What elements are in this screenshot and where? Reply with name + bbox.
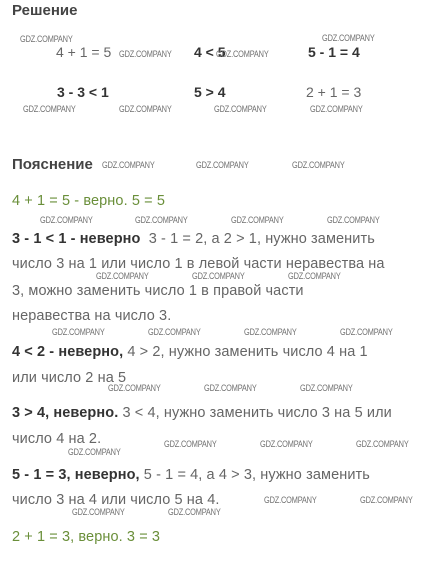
explanation-line-2 [12,231,375,247]
watermark: GDZ.COMPANY [327,215,380,225]
explanation-line-4-text: 3, можно заменить число 1 в правой части [12,283,304,299]
explanation-line-12-text: 2 + 1 = 3, верно. 3 = 3 [12,529,161,545]
equation-2: 4 < 5 [194,44,226,60]
explanation-line-8-text: 3 < 4, нужно заменить число 3 на 5 или [118,405,392,421]
explanation-line-6-bold: 4 < 2 - неверно, [12,344,124,360]
explanation-line-10 [12,467,370,483]
watermark: GDZ.COMPANY [310,104,363,114]
explanation-line-2-bold: 3 - 1 < 1 - неверно [12,231,141,247]
equation-1: 4 + 1 = 5 [56,44,112,60]
watermark: GDZ.COMPANY [40,215,93,225]
watermark: GDZ.COMPANY [23,104,76,114]
explanation-line-6 [12,344,368,360]
watermark: GDZ.COMPANY [148,327,201,337]
watermark: GDZ.COMPANY [216,49,269,59]
watermark: GDZ.COMPANY [360,495,413,505]
watermark: GDZ.COMPANY [108,383,161,393]
explanation-line-9 [12,431,101,447]
watermark: GDZ.COMPANY [72,507,125,517]
watermark: GDZ.COMPANY [119,49,172,59]
explanation-line-10-text: 5 - 1 = 4, а 4 > 3, нужно заменить [139,467,370,483]
watermark: GDZ.COMPANY [292,160,345,170]
watermark: GDZ.COMPANY [214,104,267,114]
explanation-line-2-text: 3 - 1 = 2, а 2 > 1, нужно заменить [140,231,375,247]
equation-6: 2 + 1 = 3 [306,84,362,100]
watermark: GDZ.COMPANY [356,439,409,449]
watermark: GDZ.COMPANY [164,439,217,449]
watermark: GDZ.COMPANY [168,507,221,517]
equation-5: 5 > 4 [194,84,226,100]
watermark: GDZ.COMPANY [244,327,297,337]
watermark: GDZ.COMPANY [135,215,188,225]
explanation-line-5 [12,308,171,324]
watermark: GDZ.COMPANY [300,383,353,393]
watermark: GDZ.COMPANY [196,160,249,170]
equation-4: 3 - 3 < 1 [57,84,109,100]
watermark: GDZ.COMPANY [264,495,317,505]
watermark: GDZ.COMPANY [20,34,73,44]
explanation-line-1 [12,193,165,209]
explanation-line-4 [12,283,304,299]
watermark: GDZ.COMPANY [322,33,375,43]
explanation-line-8-bold: 3 > 4, неверно. [12,405,119,421]
explanation-line-9-text: число 4 на 2. [12,431,102,447]
explanation-line-7-text: или число 2 на 5 [12,370,127,386]
explanation-line-8 [12,405,392,421]
explanation-line-3-text: число 3 на 1 или число 1 в левой части неравества на [12,256,385,272]
equation-3: 5 - 1 = 4 [308,44,360,60]
watermark: GDZ.COMPANY [96,271,149,281]
watermark: GDZ.COMPANY [192,271,245,281]
explanation-line-11-text: число 3 на 4 или число 5 на 4. [12,492,220,508]
explanation-line-10-bold: 5 - 1 = 3, неверно, [12,467,140,483]
explanation-line-12 [12,529,160,545]
explanation-line-6-text: 4 > 2, нужно заменить число 4 на 1 [123,344,368,360]
explanation-heading: Пояснение [12,156,93,173]
watermark: GDZ.COMPANY [260,439,313,449]
watermark: GDZ.COMPANY [102,160,155,170]
watermark: GDZ.COMPANY [288,271,341,281]
watermark: GDZ.COMPANY [119,104,172,114]
explanation-line-5-text: неравества на число 3. [12,308,172,324]
watermark: GDZ.COMPANY [340,327,393,337]
watermark: GDZ.COMPANY [68,447,121,457]
watermark: GDZ.COMPANY [204,383,257,393]
watermark: GDZ.COMPANY [52,327,105,337]
explanation-line-11 [12,492,220,508]
solution-heading: Решение [12,2,78,19]
watermark: GDZ.COMPANY [231,215,284,225]
explanation-line-3 [12,256,385,272]
explanation-line-1-text: 4 + 1 = 5 - верно. 5 = 5 [12,193,165,209]
